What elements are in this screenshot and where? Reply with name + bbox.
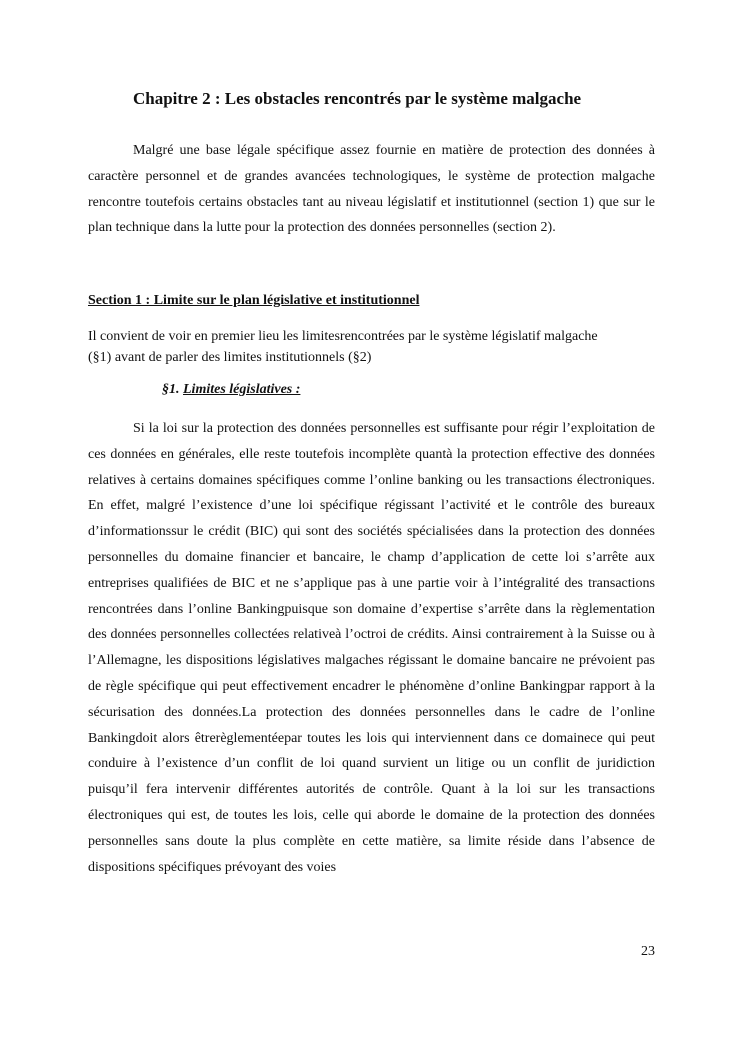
body-paragraph: Si la loi sur la protection des données personnelles est suffisante pour régir l’exploitation de ces données en générales, elle reste toutefois incomplète quantà la protection effective des données relatives à certains domaines spécifiques comme l’online banking ou les transactions électroniques. En effet, malgré l’existence d’une loi spécifique régissant l’activité et le contrôle des bureaux d’informationssur le crédit (BIC) qui sont des sociétés spécialisées dans la protection des données personnelles du domaine financier et bancaire, le champ d’application de cette loi s’arrête aux entreprises qualifiées de BIC et ne s’applique pas à une partie voir à l’intégralité des transactions rencontrées dans l’online Bankingpuisque son domaine d’expertise s’arrête dans la règlementation des données personnelles collectées relativeà l’octroi de crédits. Ainsi contrairement à la Suisse ou à l’Allemagne, les dispositions législatives malgaches régissant le domaine bancaire ne prévoient pas de règle spécifique qui peut effectivement encadrer le phénomène d’online Bankingpar rapport à la sécurisation des données.La protection des données personnelles dans le cadre de l’online Bankingdoit alors êtrerèglementéepar toutes les lois qui interviennent dans ce domainece qui peut conduire à l’existence d’un conflit de loi quand survient un litige ou un conflit de juridiction puisqu’il fera intervenir différentes autorités de contrôle. Quant à la loi sur les transactions électroniques qui est, de toutes les lois, celle qui aborde le domaine de la protection des données personnelles sans doute la plus complète en cette matière, sa limite réside dans l’absence de dispositions spécifiques prévoyant des voies [88, 421, 655, 875]
subsection-heading [162, 380, 300, 400]
page-number: 23 [641, 944, 655, 959]
intro-paragraph: Malgré une base légale spécifique assez fournie en matière de protection des données à caractère personnel et de grandes avancées technologiques, le système de protection malgache rencontre toutefois certains obstacles tant au niveau législatif et institutionnel (section 1) que sur le plan technique dans la lutte pour la protection des données personnelles (section 2). [88, 143, 655, 236]
section-intro-line-2: (§1) avant de parler des limites institutionnels (§2) [88, 350, 372, 365]
subsection-title: Limites législatives : [183, 382, 301, 397]
section-heading: Section 1 : Limite sur le plan législative et institutionnel [88, 293, 420, 308]
chapter-title: Chapitre 2 : Les obstacles rencontrés par le système malgache [133, 89, 582, 108]
section-intro-line-1: Il convient de voir en premier lieu les limitesrencontrées par le système législatif malgache [88, 329, 598, 344]
subsection-number: §1. [162, 382, 180, 397]
section-intro [88, 326, 648, 368]
